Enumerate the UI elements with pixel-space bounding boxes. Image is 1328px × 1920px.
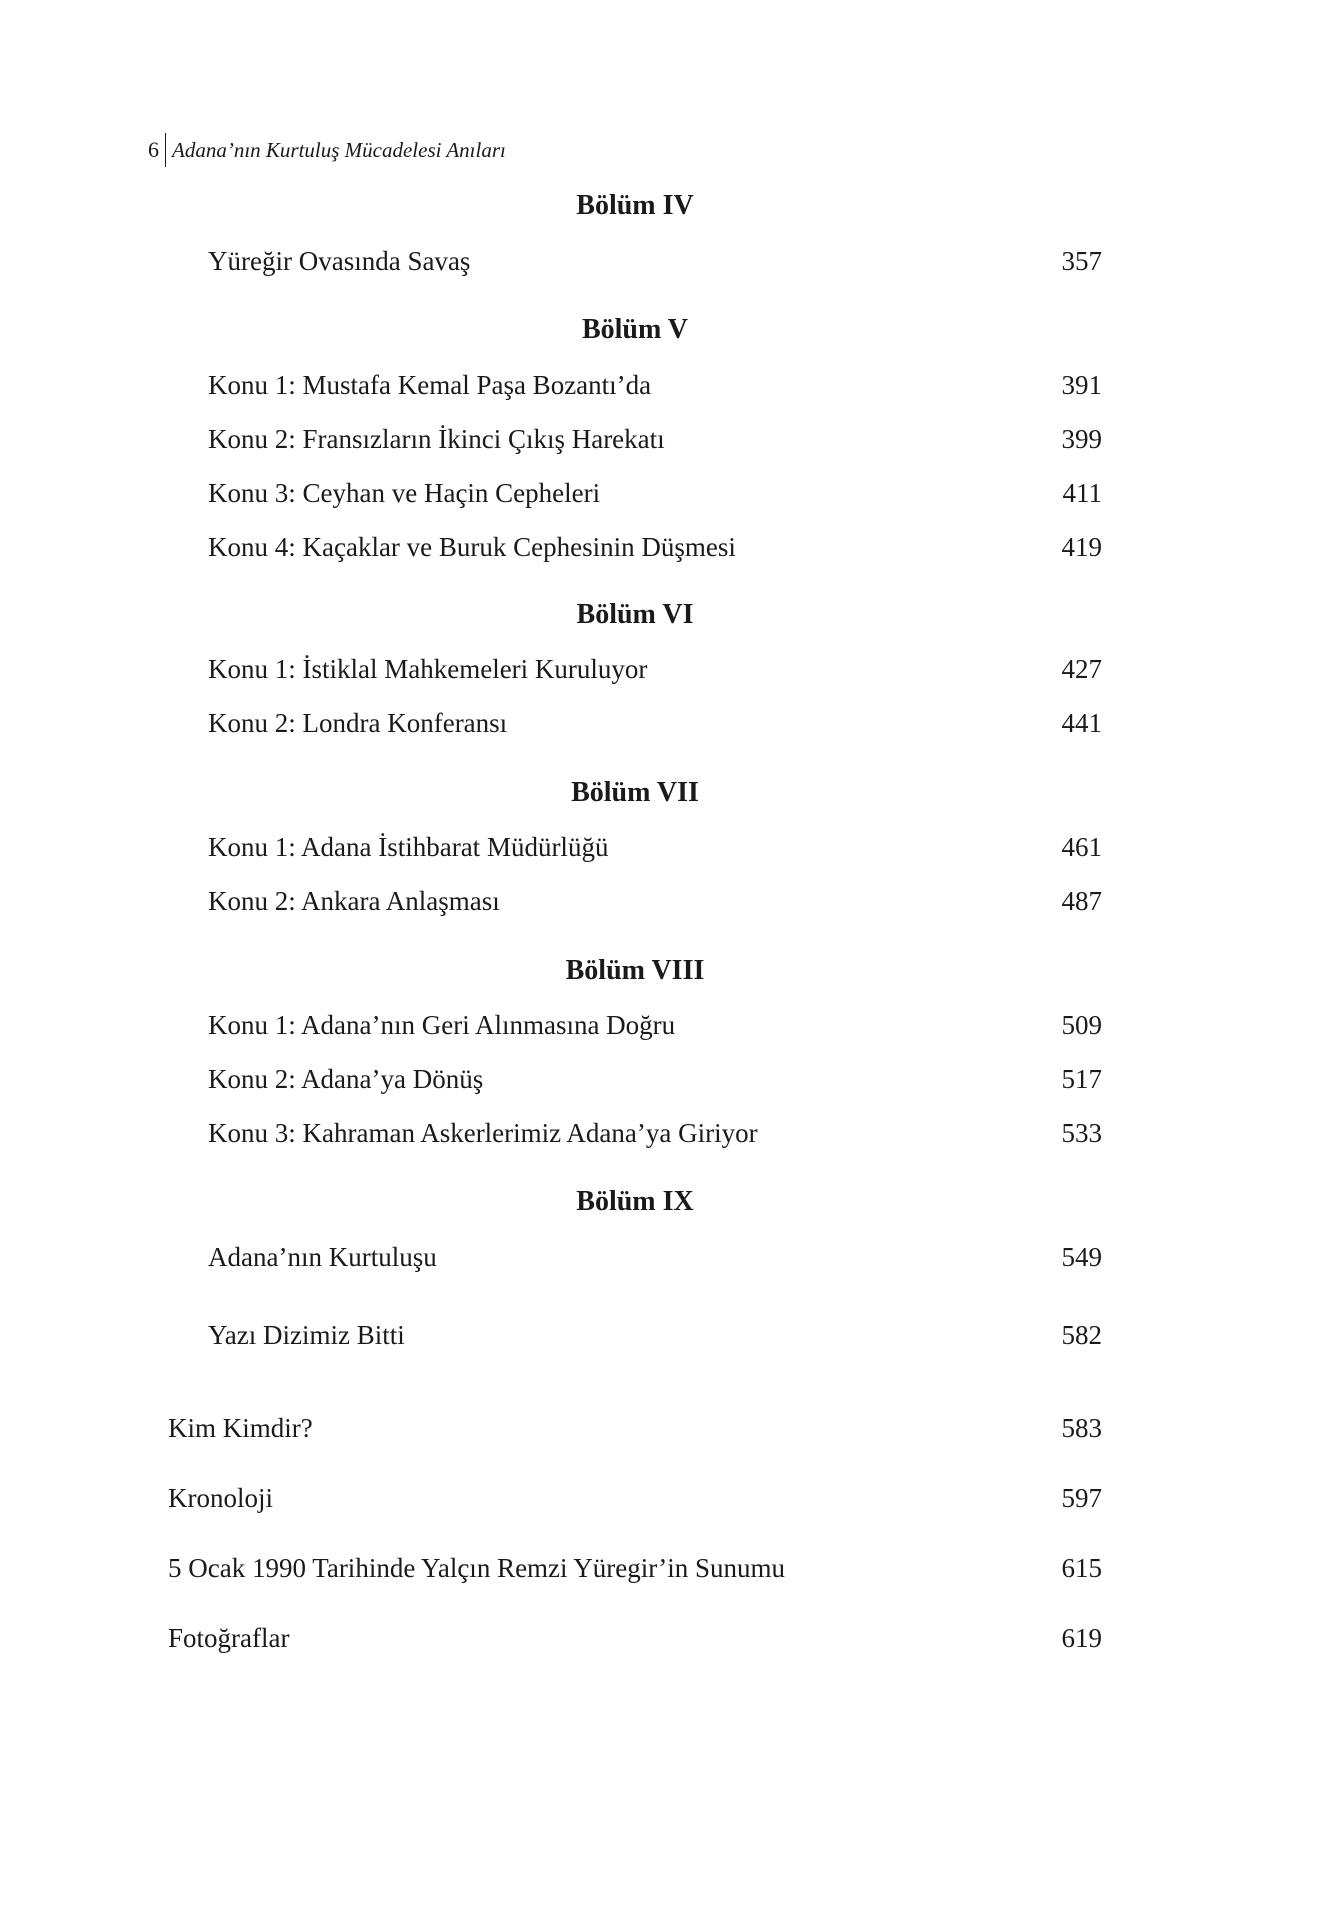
toc-entry [168, 1481, 1102, 1515]
toc-entry [208, 652, 1102, 686]
toc-entry-title: Yazı Dizimiz Bitti [208, 1320, 405, 1350]
page-number: 6 [148, 133, 166, 167]
toc-entry-page: 597 [1061, 1483, 1102, 1513]
toc-entry-title: Konu 2: Adana’ya Dönüş [208, 1064, 484, 1094]
toc-entry-title: Yüreğir Ovasında Savaş [208, 246, 471, 276]
running-header [148, 132, 506, 168]
toc-entry-page: 419 [1061, 532, 1102, 562]
toc-entry-page: 487 [1061, 886, 1102, 916]
toc-entry-title: Kim Kimdir? [168, 1413, 313, 1443]
toc-entry-page: 427 [1061, 654, 1102, 684]
toc-entry-page: 461 [1061, 832, 1102, 862]
toc-entry-title: Konu 2: Ankara Anlaşması [208, 886, 500, 916]
toc-entry-title: Konu 3: Ceyhan ve Haçin Cepheleri [208, 478, 601, 508]
toc-entry [208, 884, 1102, 918]
part-heading-iv: Bölüm IV [576, 190, 694, 221]
toc-entry [208, 1008, 1102, 1042]
toc-entry-title: Kronoloji [168, 1483, 273, 1513]
toc-entry-title: Adana’nın Kurtuluşu [208, 1242, 437, 1272]
toc-entry-page: 357 [1061, 246, 1102, 276]
toc-entry-page: 391 [1061, 370, 1102, 400]
toc-entry-page: 509 [1061, 1010, 1102, 1040]
part-heading-v: Bölüm V [581, 314, 689, 345]
toc-entry [208, 530, 1102, 564]
toc-entry-title: Konu 2: Fransızların İkinci Çıkış Harekatı [208, 424, 665, 454]
toc-entry-title: Konu 1: İstiklal Mahkemeleri Kuruluyor [208, 654, 648, 684]
toc-entry [168, 1621, 1102, 1655]
toc-entry-title: Konu 1: Adana’nın Geri Alınmasına Doğru [208, 1010, 676, 1040]
toc-entry-page: 411 [1062, 478, 1102, 508]
toc-entry [208, 1240, 1102, 1274]
toc-entry-page: 517 [1061, 1064, 1102, 1094]
toc-entry-title: Fotoğraflar [168, 1623, 290, 1653]
toc-entry [208, 422, 1102, 456]
toc-entry [208, 1062, 1102, 1096]
toc-entry [208, 244, 1102, 278]
toc-entry [208, 706, 1102, 740]
toc-entry-page: 582 [1061, 1320, 1102, 1350]
toc-entry-title: Konu 1: Adana İstihbarat Müdürlüğü [208, 832, 609, 862]
toc-entry-page: 533 [1061, 1118, 1102, 1148]
toc-entry-title: Konu 4: Kaçaklar ve Buruk Cephesinin Düşmesi [208, 532, 736, 562]
toc-entry-page: 549 [1061, 1242, 1102, 1272]
toc-entry [208, 368, 1102, 402]
toc-entry [208, 1116, 1102, 1150]
toc-entry-page: 441 [1061, 708, 1102, 738]
part-heading-viii: Bölüm VIII [565, 955, 705, 986]
toc-entry-page: 619 [1061, 1623, 1102, 1653]
toc-entry-page: 583 [1061, 1413, 1102, 1443]
toc-entry [168, 1411, 1102, 1445]
toc-entry [168, 1551, 1102, 1585]
running-title: Adana’nın Kurtuluş Mücadelesi Anıları [172, 138, 506, 162]
part-heading-vi: Bölüm VI [576, 599, 694, 630]
toc-entry-page: 615 [1061, 1553, 1102, 1583]
toc-entry-title: Konu 3: Kahraman Askerlerimiz Adana’ya Giriyor [208, 1118, 758, 1148]
toc-entry-title: Konu 2: Londra Konferansı [208, 708, 508, 738]
toc-entry [208, 1318, 1102, 1352]
toc-entry-title: Konu 1: Mustafa Kemal Paşa Bozantı’da [208, 370, 652, 400]
part-heading-ix: Bölüm IX [576, 1186, 694, 1217]
part-heading-vii: Bölüm VII [571, 777, 699, 808]
toc-entry [208, 476, 1102, 510]
toc-entry-title: 5 Ocak 1990 Tarihinde Yalçın Remzi Yüregir’in Sunumu [168, 1553, 786, 1583]
toc-entry-page: 399 [1061, 424, 1102, 454]
toc-entry [208, 830, 1102, 864]
